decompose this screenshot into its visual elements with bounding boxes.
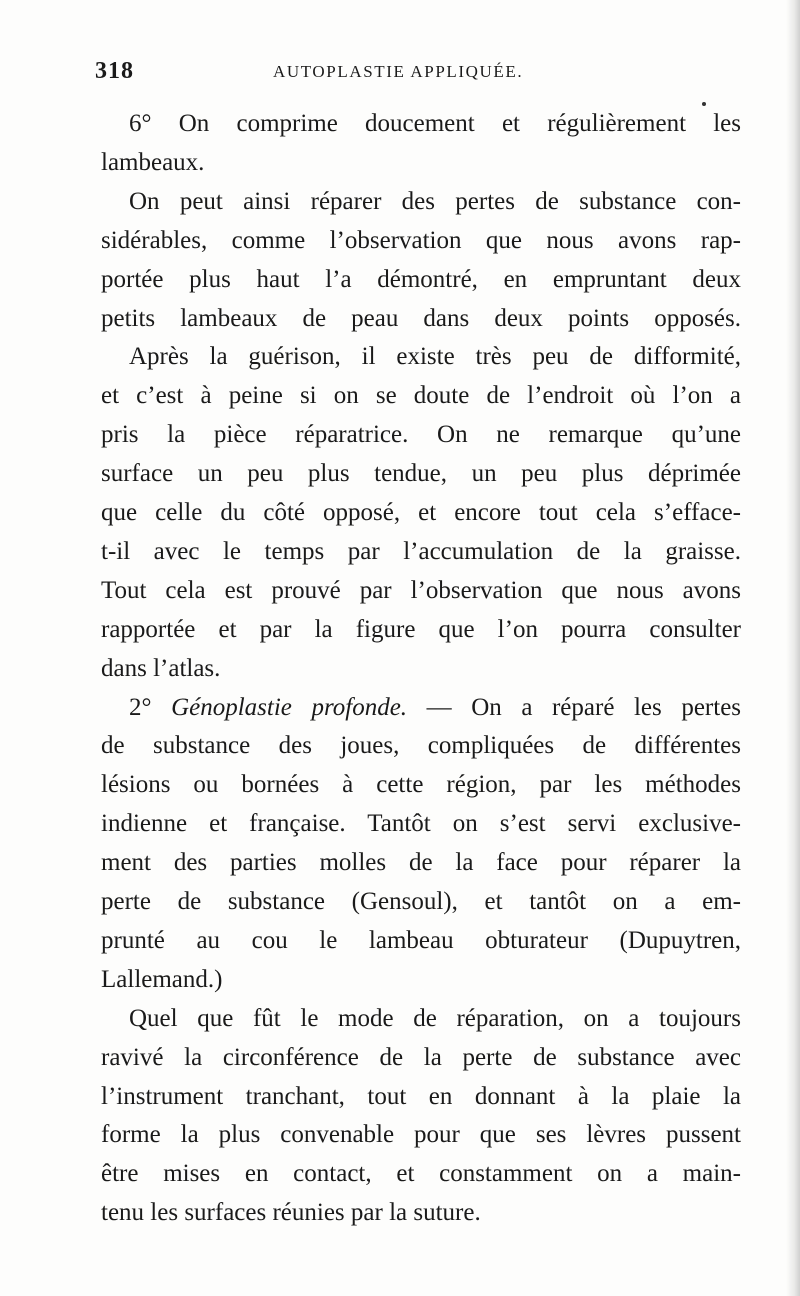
text-line: lambeaux. <box>101 148 205 176</box>
text-line: t-il avec le temps par l’accumulation de la graisse. <box>101 537 741 565</box>
text-line: l’instrument tranchant, tout en donnant à la plaie la <box>101 1082 741 1110</box>
text-line: ment des parties molles de la face pour réparer la <box>101 849 741 877</box>
text-line: rapportée et par la figure que l’on pourra consulter <box>101 615 741 643</box>
text-line: 6° On comprime doucement et régulièrement les <box>129 110 741 137</box>
ink-dot <box>702 102 706 106</box>
section-heading: Génoplastie profonde. <box>171 693 408 721</box>
page-edge-shadow <box>786 0 800 1296</box>
text-line: surface un peu plus tendue, un peu plus déprimée <box>101 460 741 488</box>
text-line <box>101 692 741 724</box>
line-text: — On a réparé les pertes <box>407 693 742 721</box>
text-line: être mises en contact, et constamment on a main- <box>101 1160 741 1188</box>
text-line: On peut ainsi réparer des pertes de substance con- <box>129 187 741 215</box>
text-line: sidérables, comme l’observation que nous avons rap- <box>101 226 741 254</box>
text-line: pris la pièce réparatrice. On ne remarque qu’une <box>101 421 741 449</box>
text-line: de substance des joues, compliquées de différentes <box>101 732 741 760</box>
text-line: et c’est à peine si on se doute de l’endroit où l’on a <box>101 382 741 410</box>
text-line: Quel que fût le mode de réparation, on a toujours <box>129 1004 741 1032</box>
text-line: Tout cela est prouvé par l’observation que nous avons <box>101 576 741 604</box>
running-title: AUTOPLASTIE APPLIQUÉE. <box>273 62 524 81</box>
text-line: lésions ou bornées à cette région, par les méthodes <box>101 771 741 799</box>
text-line: perte de substance (Gensoul), et tantôt on a em- <box>101 888 741 915</box>
text-line: portée plus haut l’a démontré, en empruntant deux <box>101 265 741 293</box>
text-line: Lallemand.) <box>101 965 223 993</box>
text-line: prunté au cou le lambeau obturateur (Dupuytren, <box>101 926 741 954</box>
text-line: Après la guérison, il existe très peu de difformité, <box>129 343 741 371</box>
running-head <box>95 58 735 94</box>
text-line: ravivé la circonférence de la perte de substance avec <box>101 1043 741 1071</box>
text-line: que celle du côté opposé, et encore tout cela s’efface- <box>101 499 741 526</box>
text-line: indienne et française. Tantôt on s’est servi exclusive- <box>101 810 741 838</box>
text-line: dans l’atlas. <box>101 654 221 682</box>
text-line: tenu les surfaces réunies par la suture. <box>101 1199 481 1227</box>
text-line: forme la plus convenable pour que ses lèvres pussent <box>101 1121 741 1149</box>
text-line: petits lambeaux de peau dans deux points opposés. <box>101 304 741 332</box>
page-number: 318 <box>95 58 134 84</box>
section-number: 2° <box>129 693 172 721</box>
